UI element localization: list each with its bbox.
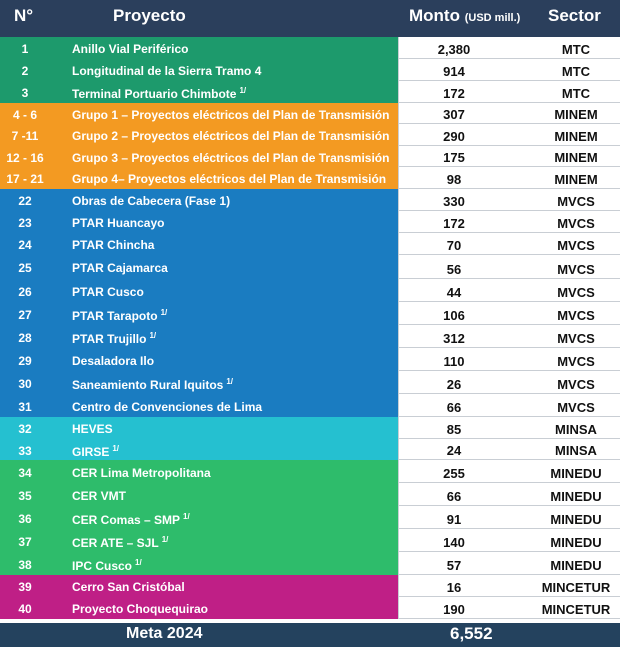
row-project-cell: [0, 233, 398, 255]
row-sector: MINCETUR: [541, 580, 611, 595]
row-values-cell: [398, 211, 620, 233]
row-number: 37: [18, 535, 32, 549]
row-amount: 70: [446, 238, 462, 253]
row-project-cell: [0, 529, 398, 552]
table-row: [0, 506, 620, 529]
row-footnote: 1/: [226, 377, 234, 386]
row-project-name: [72, 129, 389, 143]
row-sector: MVCS: [557, 194, 595, 209]
row-sector: MVCS: [557, 377, 595, 392]
row-project-title: Obras de Cabecera (Fase 1): [72, 194, 231, 208]
row-amount: 24: [446, 443, 462, 458]
row-project-cell: [0, 417, 398, 439]
table-row: [0, 325, 620, 348]
row-project-name: [72, 261, 168, 275]
row-project-cell: [0, 146, 398, 167]
row-sector: MVCS: [557, 285, 595, 300]
row-amount: 914: [443, 64, 465, 79]
row-number: 29: [18, 354, 32, 368]
row-project-name: [72, 216, 164, 230]
row-project-title: Centro de Convenciones de Lima: [72, 400, 263, 414]
table-row: [0, 439, 620, 460]
header-number: N°: [14, 6, 34, 25]
row-values-cell: [398, 302, 620, 325]
row-number: 32: [18, 422, 32, 436]
row-project-cell: [0, 103, 398, 124]
row-project-cell: [0, 255, 398, 279]
header-project: Proyecto: [113, 6, 186, 25]
row-values-cell: [398, 279, 620, 302]
row-sector: MINEM: [554, 129, 598, 144]
row-project-name: [72, 238, 154, 252]
row-number: 2: [21, 64, 29, 78]
row-sector: MTC: [561, 86, 591, 101]
header-amount-unit: (USD mill.): [464, 12, 521, 24]
row-project-cell: [0, 597, 398, 619]
row-number: 35: [18, 489, 32, 503]
row-amount: 255: [443, 466, 465, 481]
row-project-title: CER ATE – SJL: [72, 536, 159, 550]
row-amount: 290: [443, 129, 465, 144]
row-amount: 140: [443, 535, 465, 550]
row-project-cell: [0, 189, 398, 211]
row-project-name: [72, 354, 154, 368]
table-row: [0, 460, 620, 483]
row-values-cell: [398, 597, 620, 619]
row-project-title: Grupo 1 – Proyectos eléctricos del Plan de Transmisión: [72, 108, 390, 122]
row-number: 34: [18, 466, 32, 480]
row-project-title: GIRSE: [72, 445, 110, 459]
row-amount: 91: [446, 512, 462, 527]
row-sector: MINEDU: [550, 535, 602, 550]
row-project-title: PTAR Trujillo: [72, 332, 147, 346]
row-number: 36: [18, 512, 32, 526]
row-project-name: [72, 489, 126, 503]
row-number: 25: [18, 261, 32, 275]
row-amount: 98: [446, 172, 462, 187]
table-row: [0, 211, 620, 233]
row-project-cell: [0, 81, 398, 103]
row-number: 39: [18, 580, 32, 594]
table-row: [0, 371, 620, 394]
row-project-title: PTAR Tarapoto: [72, 309, 158, 323]
table-row: [0, 552, 620, 575]
row-project-title: PTAR Chincha: [72, 238, 155, 252]
row-values-cell: [398, 529, 620, 552]
table-row: [0, 233, 620, 255]
row-amount: 56: [446, 262, 462, 277]
table-header: [0, 0, 620, 37]
table-row: [0, 103, 620, 124]
table-row: [0, 124, 620, 146]
row-number: 17 - 21: [6, 172, 44, 186]
row-amount: 85: [446, 422, 462, 437]
table-row: [0, 348, 620, 371]
table-footer: [0, 623, 620, 647]
row-project-title: PTAR Cajamarca: [72, 261, 168, 275]
row-project-name: [72, 285, 144, 299]
row-project-title: Proyecto Choquequirao: [72, 602, 209, 616]
row-project-title: Saneamiento Rural Iquitos: [72, 378, 224, 392]
table-row: [0, 59, 620, 81]
row-project-title: Longitudinal de la Sierra Tramo 4: [72, 64, 262, 78]
row-values-cell: [398, 59, 620, 81]
row-amount: 190: [443, 602, 465, 617]
table-row: [0, 483, 620, 506]
header-amount-label: Monto: [409, 6, 460, 25]
row-footnote: 1/: [112, 444, 120, 453]
row-project-cell: [0, 211, 398, 233]
table-row: [0, 146, 620, 167]
row-values-cell: [398, 255, 620, 279]
row-sector: MINEM: [554, 172, 598, 187]
row-sector: MINEDU: [550, 489, 602, 504]
row-project-name: [72, 172, 386, 186]
row-number: 12 - 16: [6, 151, 44, 165]
row-project-cell: [0, 302, 398, 325]
row-amount: 175: [443, 150, 465, 165]
row-amount: 172: [443, 216, 465, 231]
row-number: 7 -11: [11, 129, 39, 143]
row-values-cell: [398, 37, 620, 59]
row-values-cell: [398, 439, 620, 460]
row-amount: 106: [443, 308, 465, 323]
row-amount: 66: [446, 489, 462, 504]
row-project-cell: [0, 124, 398, 146]
table-row: [0, 37, 620, 59]
row-project-name: [72, 512, 190, 527]
row-project-cell: [0, 394, 398, 417]
row-project-cell: [0, 37, 398, 59]
table-row: [0, 529, 620, 552]
row-amount: 110: [443, 354, 465, 369]
row-project-cell: [0, 439, 398, 460]
row-values-cell: [398, 575, 620, 597]
row-sector: MINEM: [554, 107, 598, 122]
row-values-cell: [398, 417, 620, 439]
row-number: 22: [18, 194, 32, 208]
row-amount: 16: [446, 580, 462, 595]
row-project-name: [72, 108, 389, 122]
row-project-name: [72, 602, 208, 616]
row-project-title: Anillo Vial Periférico: [72, 42, 189, 56]
row-values-cell: [398, 233, 620, 255]
footer-total: 6,552: [450, 624, 493, 643]
row-number: 40: [18, 602, 32, 616]
row-project-name: [72, 86, 246, 101]
row-project-cell: [0, 348, 398, 371]
row-footnote: 1/: [160, 308, 168, 317]
row-project-cell: [0, 575, 398, 597]
row-sector: MVCS: [557, 400, 595, 415]
table-row: [0, 302, 620, 325]
row-sector: MVCS: [557, 308, 595, 323]
row-amount: 330: [443, 194, 465, 209]
row-project-title: Grupo 2 – Proyectos eléctricos del Plan de Transmisión: [72, 129, 390, 143]
header-sector: Sector: [548, 6, 601, 25]
row-project-title: IPC Cusco: [72, 559, 133, 573]
row-values-cell: [398, 103, 620, 124]
row-project-cell: [0, 279, 398, 302]
row-values-cell: [398, 483, 620, 506]
row-footnote: 1/: [161, 535, 169, 544]
header-amount: [409, 6, 520, 26]
row-project-cell: [0, 325, 398, 348]
row-sector: MVCS: [557, 262, 595, 277]
row-values-cell: [398, 552, 620, 575]
row-amount: 66: [446, 400, 462, 415]
row-amount: 2,380: [437, 42, 471, 57]
row-project-title: PTAR Cusco: [72, 285, 144, 299]
row-project-cell: [0, 167, 398, 189]
row-project-name: [72, 580, 185, 594]
row-amount: 44: [446, 285, 462, 300]
row-sector: MINEM: [554, 150, 598, 165]
row-amount: 312: [443, 331, 465, 346]
row-sector: MVCS: [557, 216, 595, 231]
row-project-name: [72, 422, 113, 436]
row-sector: MINEDU: [550, 558, 602, 573]
row-project-cell: [0, 460, 398, 483]
row-amount: 57: [446, 558, 462, 573]
row-footnote: 1/: [239, 86, 247, 95]
row-project-title: Grupo 3 – Proyectos eléctricos del Plan de Transmisión: [72, 151, 390, 165]
row-project-title: PTAR Huancayo: [72, 216, 165, 230]
row-project-cell: [0, 59, 398, 81]
row-sector: MVCS: [557, 354, 595, 369]
table-row: [0, 81, 620, 103]
row-project-name: [72, 558, 142, 573]
row-project-title: HEVES: [72, 422, 113, 436]
row-project-cell: [0, 506, 398, 529]
row-amount: 172: [443, 86, 465, 101]
row-number: 27: [18, 308, 32, 322]
row-project-cell: [0, 483, 398, 506]
row-project-name: [72, 377, 233, 392]
row-project-name: [72, 535, 168, 550]
row-project-name: [72, 400, 262, 414]
row-number: 3: [21, 86, 29, 100]
table-row: [0, 597, 620, 619]
row-sector: MINSA: [555, 422, 597, 437]
table-row: [0, 417, 620, 439]
table-row: [0, 167, 620, 189]
row-number: 38: [18, 558, 32, 572]
row-project-name: [72, 308, 167, 323]
row-number: 28: [18, 331, 32, 345]
row-sector: MINEDU: [550, 512, 602, 527]
row-values-cell: [398, 394, 620, 417]
row-project-name: [72, 151, 389, 165]
row-number: 33: [18, 444, 32, 458]
row-project-cell: [0, 371, 398, 394]
table-row: [0, 255, 620, 279]
table-row: [0, 279, 620, 302]
row-number: 23: [18, 216, 32, 230]
row-project-name: [72, 466, 211, 480]
footer-label: Meta 2024: [126, 625, 203, 642]
row-project-title: Terminal Portuario Chimbote: [72, 87, 237, 101]
row-values-cell: [398, 371, 620, 394]
row-sector: MTC: [561, 42, 591, 57]
row-values-cell: [398, 81, 620, 103]
row-project-title: Desaladora Ilo: [72, 354, 155, 368]
row-sector: MINEDU: [550, 466, 602, 481]
row-values-cell: [398, 506, 620, 529]
row-number: 24: [18, 238, 32, 252]
row-number: 1: [21, 42, 29, 56]
row-project-name: [72, 331, 156, 346]
row-values-cell: [398, 124, 620, 146]
row-project-cell: [0, 552, 398, 575]
row-number: 26: [18, 285, 32, 299]
row-sector: MINSA: [555, 443, 597, 458]
row-sector: MVCS: [557, 331, 595, 346]
row-number: 30: [18, 377, 32, 391]
row-values-cell: [398, 167, 620, 189]
row-sector: MINCETUR: [541, 602, 611, 617]
table-row: [0, 189, 620, 211]
row-project-title: Grupo 4– Proyectos eléctricos del Plan de Transmisión: [72, 172, 387, 186]
table-row: [0, 575, 620, 597]
row-footnote: 1/: [149, 331, 157, 340]
row-number: 31: [18, 400, 32, 414]
row-project-name: [72, 444, 119, 459]
row-project-title: CER Lima Metropolitana: [72, 466, 211, 480]
row-project-title: Cerro San Cristóbal: [72, 580, 185, 594]
row-project-title: CER Comas – SMP: [72, 513, 181, 527]
row-footnote: 1/: [183, 512, 190, 521]
row-number: 4 - 6: [12, 108, 37, 122]
row-sector: MTC: [561, 64, 591, 79]
row-footnote: 1/: [135, 558, 142, 567]
row-amount: 307: [443, 107, 465, 122]
table-row: [0, 394, 620, 417]
row-values-cell: [398, 189, 620, 211]
row-sector: MVCS: [557, 238, 595, 253]
row-project-name: [72, 64, 261, 78]
row-values-cell: [398, 460, 620, 483]
row-values-cell: [398, 325, 620, 348]
row-amount: 26: [446, 377, 462, 392]
row-project-title: CER VMT: [72, 489, 126, 503]
row-project-name: [72, 194, 230, 208]
row-project-name: [72, 42, 188, 56]
row-values-cell: [398, 348, 620, 371]
row-values-cell: [398, 146, 620, 167]
